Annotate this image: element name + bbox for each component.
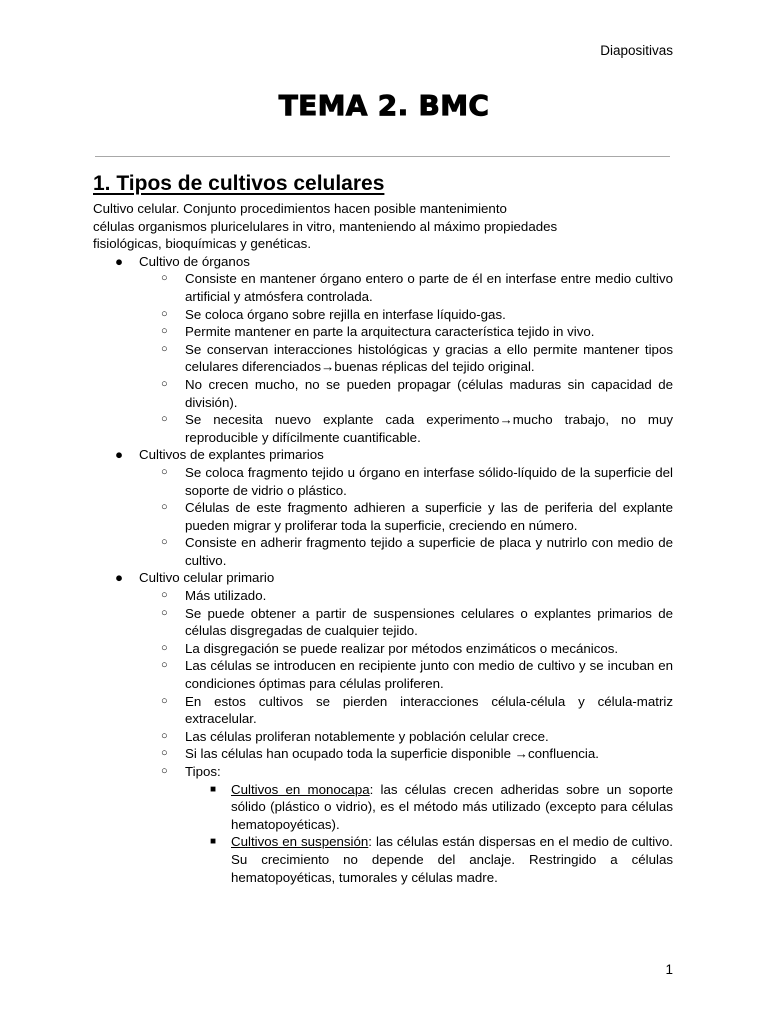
list-item <box>93 253 673 447</box>
tipo-description: : las células están dispersas en el medio de cultivo. Su crecimiento no depende del anclaje. Restringido a células hematopoyéticas, tumorales y células madre. <box>231 834 673 885</box>
intro-line: fisiológicas, bioquímicas y genéticas. <box>93 236 312 252</box>
document-title: TEMA 2. BMC <box>278 89 490 122</box>
sub-list-item <box>139 640 673 658</box>
sub-list-item <box>139 728 673 746</box>
list-item-label: Cultivo de órganos <box>139 253 250 269</box>
circle-marker: ○ <box>161 342 168 355</box>
sub-list-item <box>139 464 673 499</box>
list-item <box>93 569 673 886</box>
sub-list-item <box>139 411 673 446</box>
circle-marker: ○ <box>161 747 168 760</box>
sub-list-item <box>139 341 673 376</box>
circle-marker: ○ <box>161 465 168 478</box>
sub-list <box>139 587 673 886</box>
sub-list-item-text: Consiste en mantener órgano entero o parte de él en interfase entre medio cultivo artificial y atmósfera controlada. <box>185 271 673 304</box>
sub-list-item <box>139 693 673 728</box>
sub-list-item-text: Se coloca fragmento tejido u órgano en interfase sólido-líquido de la superficie del soporte de vidrio o plástico. <box>185 464 673 498</box>
culture-types-list <box>93 253 673 886</box>
bullet-marker: ● <box>115 447 124 463</box>
circle-marker: ○ <box>161 606 168 619</box>
intro-paragraph <box>93 200 673 253</box>
sub-list-item-text: Se necesita nuevo explante cada experimento→mucho trabajo, no muy reproducible y difícilmente cuantificable. <box>185 412 673 445</box>
list-item <box>93 446 673 569</box>
bullet-marker: ● <box>115 570 124 586</box>
circle-marker: ○ <box>161 413 168 426</box>
tipos-list-item <box>185 781 673 834</box>
tipos-label: Tipos: <box>185 764 221 779</box>
sub-list-item <box>139 763 673 886</box>
circle-marker: ○ <box>161 729 168 742</box>
sub-list-item-text: Las células se introducen en recipiente junto con medio de cultivo y se incuban en condiciones óptimas para células proliferen. <box>185 658 673 692</box>
intro-line: Cultivo celular. Conjunto procedimientos hacen posible mantenimiento <box>93 201 507 216</box>
sub-list-item-text: No crecen mucho, no se pueden propagar (células maduras sin capacidad de división). <box>185 376 673 410</box>
document-body <box>93 170 673 886</box>
circle-marker: ○ <box>161 272 168 285</box>
circle-marker: ○ <box>161 501 168 514</box>
circle-marker: ○ <box>161 536 168 549</box>
tipos-list-item <box>185 833 673 886</box>
section-heading: 1. Tipos de cultivos celulares <box>93 172 385 195</box>
sub-list-item-text: Las células proliferan notablemente y población celular crece. <box>185 728 549 744</box>
circle-marker: ○ <box>161 589 168 602</box>
circle-marker: ○ <box>161 659 168 672</box>
tipos-list <box>185 781 673 887</box>
circle-marker: ○ <box>161 325 168 338</box>
list-item-label: Cultivo celular primario <box>139 570 275 586</box>
sub-list-item <box>139 376 673 411</box>
sub-list-item-text: Si las células han ocupado toda la superficie disponible →confluencia. <box>185 746 599 762</box>
sub-list-item <box>139 605 673 640</box>
sub-list-item <box>139 657 673 692</box>
tipo-term: Cultivos en monocapa <box>231 781 370 797</box>
list-item-label: Cultivos de explantes primarios <box>139 447 324 463</box>
circle-marker: ○ <box>161 377 168 390</box>
sub-list <box>139 464 673 570</box>
tipo-term: Cultivos en suspensión <box>231 834 369 850</box>
tipo-description: : las células crecen adheridas sobre un soporte sólido (plástico o vidrio), es el método más utilizado (excepto para células hematopoyéticas). <box>231 781 673 832</box>
sub-list-item-text: Más utilizado. <box>185 588 267 604</box>
bullet-marker: ● <box>115 253 124 269</box>
sub-list-item-text: Se puede obtener a partir de suspensiones celulares o explantes primarios de células disgregadas de cualquier tejido. <box>185 605 673 639</box>
sub-list-item-text: Se conservan interacciones histológicas y gracias a ello permite mantener tipos celulares diferenciados→buenas réplicas del tejido original. <box>185 341 673 375</box>
sub-list-item-text: Se coloca órgano sobre rejilla en interfase líquido-gas. <box>185 306 506 322</box>
intro-line: células organismos pluricelulares in vitro, manteniendo al máximo propiedades <box>93 218 558 234</box>
circle-marker: ○ <box>161 694 168 707</box>
sub-list-item <box>139 499 673 534</box>
sub-list-item-text: Permite mantener en parte la arquitectura característica tejido in vivo. <box>185 324 595 340</box>
horizontal-divider <box>95 156 670 157</box>
circle-marker: ○ <box>161 765 168 777</box>
sub-list-item <box>139 587 673 605</box>
sub-list <box>139 270 673 446</box>
sub-list-item <box>139 323 673 341</box>
circle-marker: ○ <box>161 307 168 320</box>
sub-list-item-text: Células de este fragmento adhieren a superficie y las de periferia del explante pueden migrar y proliferar toda la superficie, creciendo en número. <box>185 500 673 533</box>
header-label: Diapositivas <box>600 43 673 58</box>
sub-list-item-text: En estos cultivos se pierden interacciones célula-célula y célula-matriz extracelular. <box>185 693 673 727</box>
sub-list-item <box>139 306 673 324</box>
sub-list-item <box>139 745 673 763</box>
circle-marker: ○ <box>161 641 168 654</box>
sub-list-item <box>139 270 673 305</box>
square-marker: ■ <box>210 783 217 795</box>
square-marker: ■ <box>210 836 217 848</box>
sub-list-item-text: Consiste en adherir fragmento tejido a superficie de placa y nutrirlo con medio de cultivo. <box>185 535 673 568</box>
sub-list-item <box>139 534 673 569</box>
page-number: 1 <box>665 962 673 977</box>
sub-list-item-text: La disgregación se puede realizar por métodos enzimáticos o mecánicos. <box>185 640 619 656</box>
